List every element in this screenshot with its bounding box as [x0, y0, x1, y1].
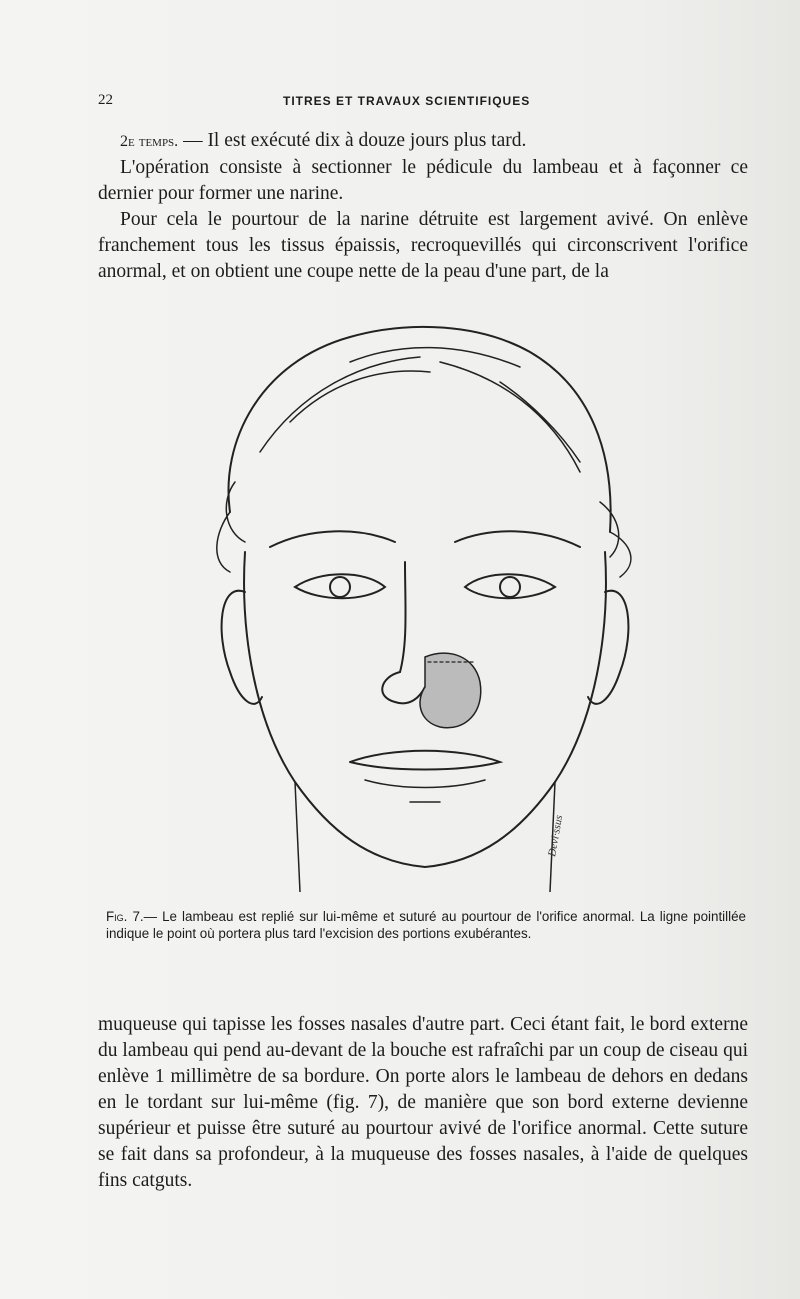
- iris-right: [500, 577, 520, 597]
- nasal-flap: [420, 653, 481, 728]
- hair-lines: [260, 348, 580, 472]
- artist-signature: Devi∙ssus: [546, 814, 566, 858]
- paragraph-second-step: [98, 128, 748, 155]
- nose-bridge: [400, 562, 406, 672]
- caption-label: Fig. 7.: [106, 909, 144, 924]
- iris-left: [330, 577, 350, 597]
- paragraph-operation: L'opération consiste à sectionner le pédicule du lambeau et à façonner ce dernier pour former une narine.: [98, 157, 748, 204]
- neck-left: [295, 782, 300, 892]
- figure-face-illustration: [200, 302, 650, 892]
- lower-lip: [365, 780, 485, 788]
- step-label: 2e temps.: [120, 133, 179, 150]
- body-text-bottom: [98, 1012, 748, 1194]
- eyebrow-left: [270, 531, 395, 547]
- running-head: [98, 92, 748, 116]
- hair-right: [600, 502, 631, 577]
- eyebrow-right: [455, 531, 580, 547]
- nose-wing: [382, 672, 425, 703]
- running-title: TITRES ET TRAVAUX SCIENTIFIQUES: [283, 94, 531, 108]
- body-text-top: [98, 128, 748, 285]
- hair-left: [217, 482, 245, 572]
- paragraph-suture: muqueuse qui tapisse les fosses nasales d'autre part. Ceci étant fait, le bord externe du lambeau qui pend au-devant de la bouche est rafraîchi par un coup de ciseau qui enlève 1 millimètre de sa bordure. On porte alors le lambeau de dehors en dedans en le tordant sur lui-même (fig. 7), de manière que son bord externe devienne supérieur et puisse être suturé au pourtour avivé de l'orifice anormal. Cette suture se fait dans sa profondeur, à la muqueuse des fosses nasales, à l'aide de quelques fins catguts.: [98, 1014, 748, 1191]
- figure-caption: [106, 908, 746, 942]
- paragraph-avivement: Pour cela le pourtour de la narine détruite est largement avivé. On enlève franchement tous les tissus épaissis, recroquevillés qui circonscrivent l'orifice anormal, et on obtient une coupe nette de la peau d'une part, de la: [98, 209, 748, 282]
- page-number: 22: [98, 92, 113, 108]
- mouth: [350, 751, 500, 770]
- caption-text: — Le lambeau est replié sur lui-même et suturé au pourtour de l'orifice anormal. La ligne pointillée indique le point où portera plus tard l'excision des portions exubérantes.: [106, 909, 746, 941]
- face-drawing: [200, 302, 650, 892]
- step-text: — Il est exécuté dix à douze jours plus tard.: [178, 130, 527, 151]
